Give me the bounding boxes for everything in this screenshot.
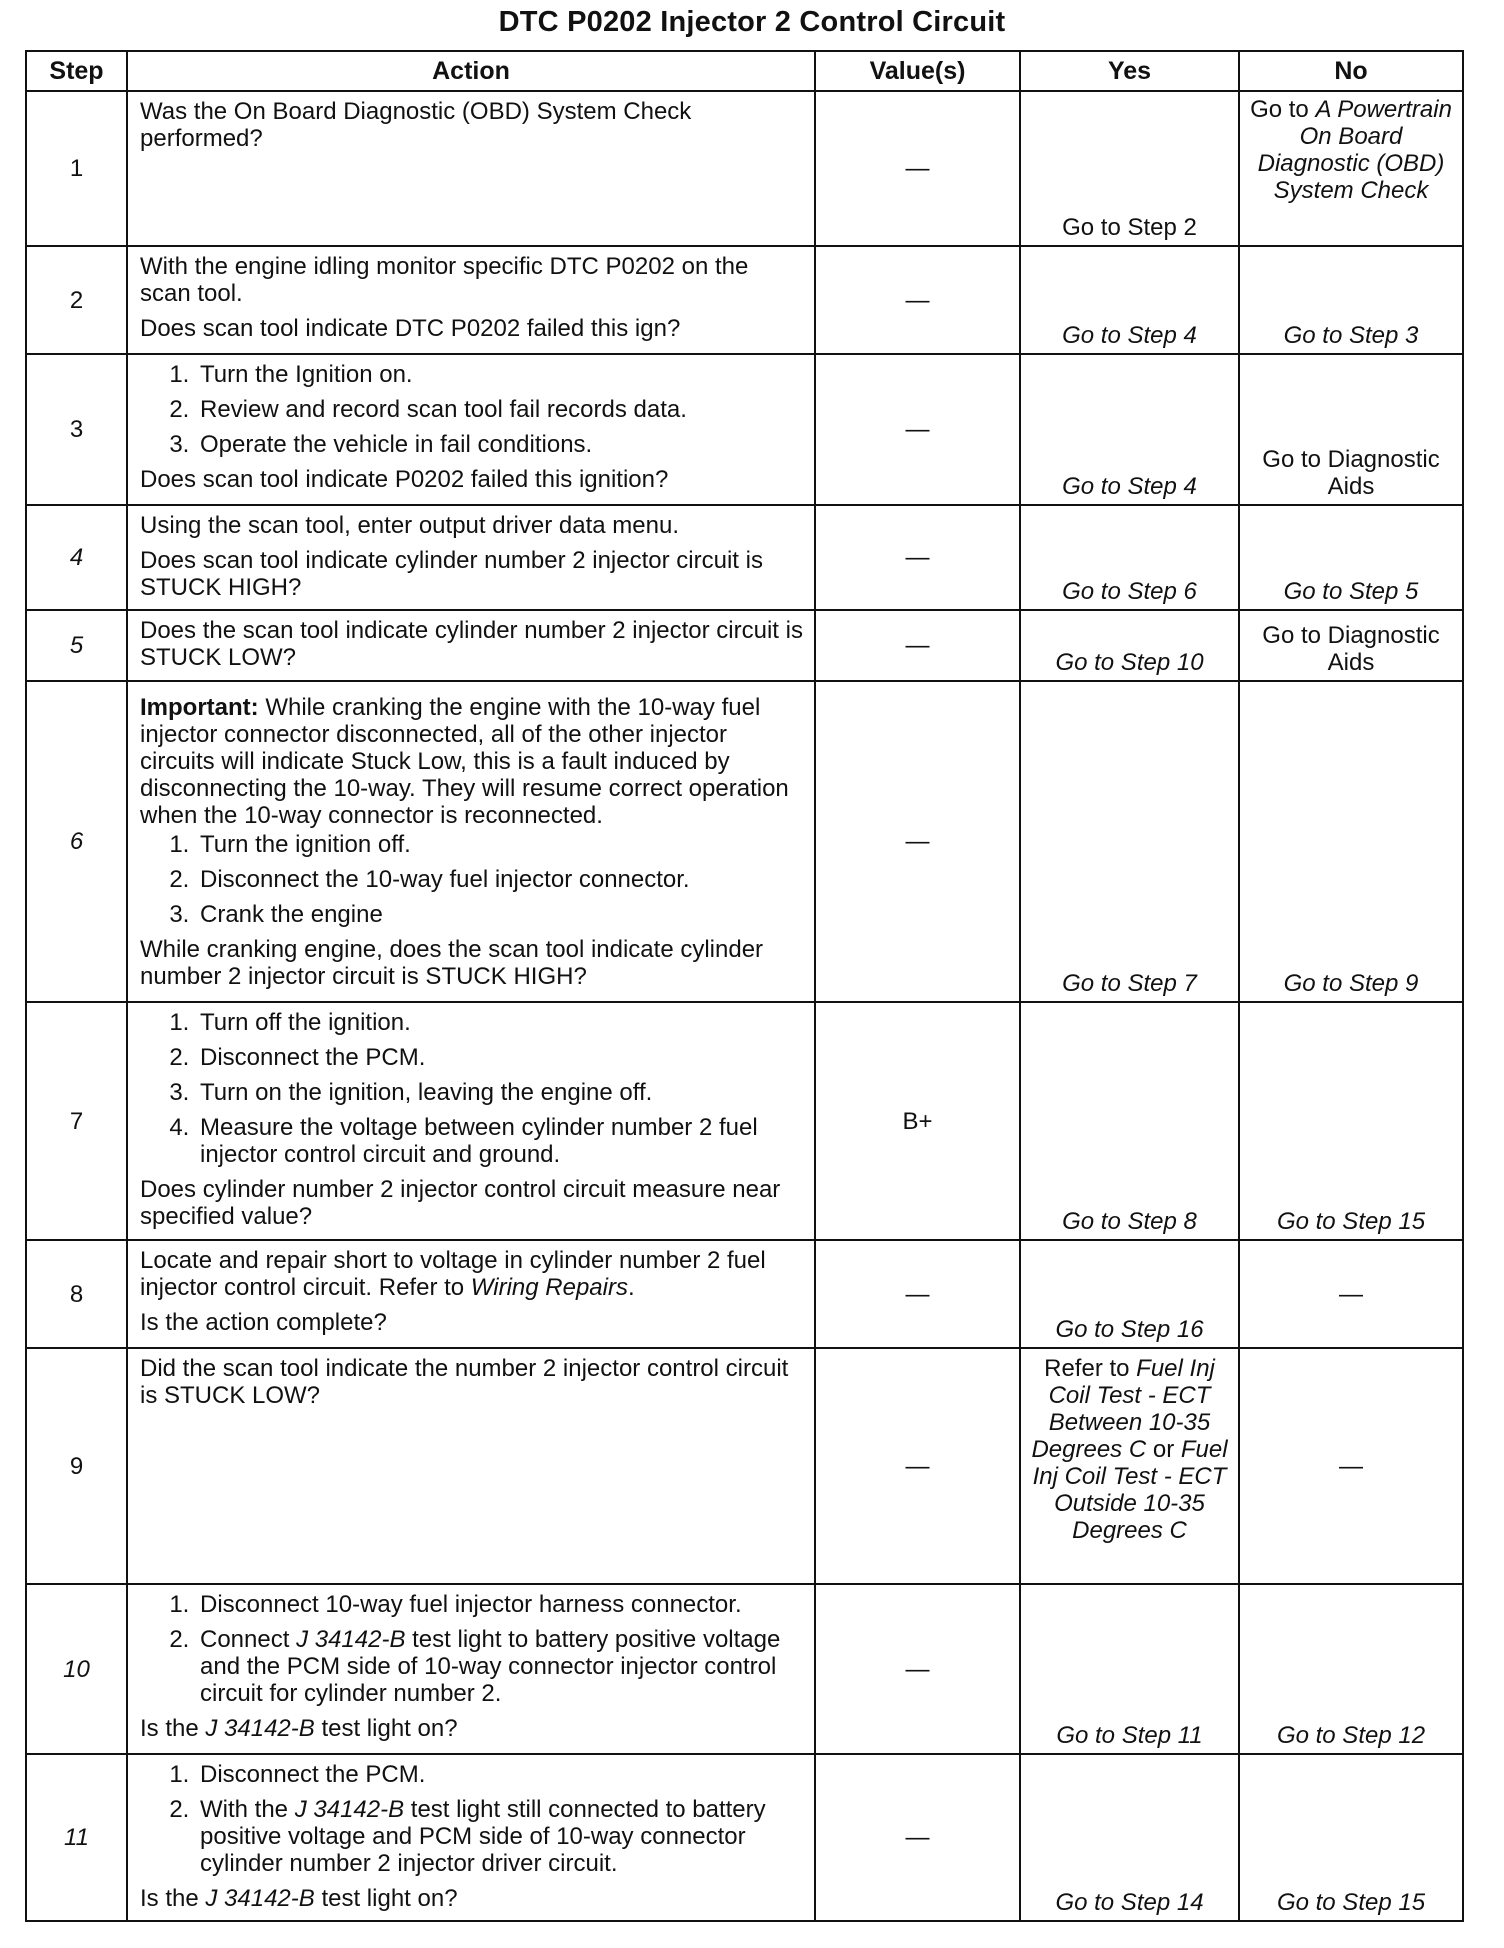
yes-cell: Go to Step 2 <box>1020 91 1239 246</box>
no-cell[interactable]: Go to Step 15 <box>1239 1002 1463 1240</box>
list-item: 2. Disconnect the 10-way fuel injector connector. <box>196 866 804 893</box>
step-number: 2 <box>26 246 127 354</box>
value-cell: — <box>815 246 1020 354</box>
question-text: Is the <box>140 1885 206 1912</box>
yes-cell[interactable]: Go to Step 10 <box>1020 610 1239 681</box>
table-row <box>26 1002 1463 1240</box>
action-text: Using the scan tool, enter output driver data menu. <box>140 512 679 539</box>
action-question: Does cylinder number 2 injector control circuit measure near specified value? <box>140 1176 781 1230</box>
list-item: 4. Measure the voltage between cylinder number 2 fuel injector control circuit and ground. <box>196 1114 804 1168</box>
no-cell: — <box>1239 1240 1463 1348</box>
action-steps <box>140 361 804 458</box>
no-cell[interactable]: Go to Step 12 <box>1239 1584 1463 1754</box>
action-cell <box>127 681 815 1002</box>
list-item: 1. Turn off the ignition. <box>196 1009 804 1036</box>
action-cell <box>127 91 815 246</box>
list-item: 3. Crank the engine <box>196 901 804 928</box>
table-row <box>26 246 1463 354</box>
coil-test-outside-link[interactable]: Fuel Inj Coil Test - ECT Outside 10-35 Degrees C <box>1032 1436 1228 1544</box>
list-item <box>196 1626 804 1707</box>
yes-cell[interactable]: Go to Step 4 <box>1020 246 1239 354</box>
table-row <box>26 1584 1463 1754</box>
action-question: Was the On Board Diagnostic (OBD) System Check performed? <box>140 98 692 152</box>
action-cell <box>127 1240 815 1348</box>
coil-test-between-link[interactable]: Fuel Inj Coil Test - ECT Between 10-35 Degrees C <box>1031 1355 1215 1463</box>
step-number: 8 <box>26 1240 127 1348</box>
step-number: 3 <box>26 354 127 505</box>
action-cell <box>127 1584 815 1754</box>
action-question: While cranking engine, does the scan tool indicate cylinder number 2 injector circuit is STUCK HIGH? <box>140 936 764 990</box>
value-cell: — <box>815 1584 1020 1754</box>
list-item: 3. Operate the vehicle in fail conditions. <box>196 431 804 458</box>
header-no: No <box>1239 51 1463 91</box>
action-steps <box>140 1009 804 1168</box>
value-cell: — <box>815 354 1020 505</box>
table-row <box>26 1348 1463 1584</box>
yes-cell[interactable]: Go to Step 16 <box>1020 1240 1239 1348</box>
step-number: 10 <box>26 1584 127 1754</box>
tool-ref: J 34142-B <box>296 1626 406 1653</box>
action-steps <box>140 1591 804 1707</box>
important-label: Important: <box>140 694 259 721</box>
action-cell <box>127 1002 815 1240</box>
obd-check-link[interactable]: A Powertrain On Board Diagnostic (OBD) System Check <box>1257 96 1452 204</box>
table-row <box>26 1754 1463 1921</box>
action-text: With the engine idling monitor specific DTC P0202 on the scan tool. <box>140 253 749 307</box>
action-cell <box>127 246 815 354</box>
no-cell[interactable]: Go to Diagnostic Aids <box>1239 354 1463 505</box>
header-values: Value(s) <box>815 51 1020 91</box>
value-cell: — <box>815 610 1020 681</box>
yes-or: or <box>1146 1436 1181 1463</box>
action-question: Is the action complete? <box>140 1309 387 1336</box>
step-number: 6 <box>26 681 127 1002</box>
list-item: 1. Disconnect 10-way fuel injector harness connector. <box>196 1591 804 1618</box>
tool-ref: J 34142-B <box>294 1796 405 1823</box>
action-question: Does scan tool indicate P0202 failed this ignition? <box>140 466 669 493</box>
no-cell[interactable]: Go to Diagnostic Aids <box>1239 610 1463 681</box>
list-item: 1. Turn the ignition off. <box>196 831 804 858</box>
important-note <box>140 694 804 829</box>
yes-cell <box>1020 1348 1239 1584</box>
list-item: 2. Disconnect the PCM. <box>196 1044 804 1071</box>
important-text: While cranking the engine with the 10-way fuel injector connector disconnected, all of the other injector circuits will indicate Stuck Low, this is a fault induced by disconnecting the 10-way. They will resume correct operation when the 10-way connector is reconnected. <box>140 694 789 829</box>
list-item: 1. Turn the Ignition on. <box>196 361 804 388</box>
yes-cell[interactable]: Go to Step 11 <box>1020 1584 1239 1754</box>
no-prefix: Go to <box>1250 96 1316 123</box>
list-item: 1. Disconnect the PCM. <box>196 1761 804 1788</box>
header-step: Step <box>26 51 127 91</box>
question-text: test light on? <box>314 1885 458 1912</box>
list-item: 2. Review and record scan tool fail records data. <box>196 396 804 423</box>
step-number: 1 <box>26 91 127 246</box>
value-cell: — <box>815 681 1020 1002</box>
tool-ref: J 34142-B <box>205 1885 315 1912</box>
no-cell[interactable]: Go to Step 9 <box>1239 681 1463 1002</box>
yes-cell[interactable]: Go to Step 14 <box>1020 1754 1239 1921</box>
no-cell[interactable]: Go to Step 3 <box>1239 246 1463 354</box>
action-cell <box>127 1754 815 1921</box>
action-cell <box>127 1348 815 1584</box>
step-number: 7 <box>26 1002 127 1240</box>
action-question: Does scan tool indicate DTC P0202 failed this ign? <box>140 315 681 342</box>
item-text: test light to battery positive voltage and the PCM side of 10-way connector injector control circuit for cylinder number 2. <box>200 1626 781 1707</box>
action-question: Does the scan tool indicate cylinder number 2 injector circuit is STUCK LOW? <box>140 617 803 671</box>
action-question: Does scan tool indicate cylinder number 2 injector circuit is STUCK HIGH? <box>140 547 763 601</box>
value-cell: — <box>815 1240 1020 1348</box>
table-row <box>26 1240 1463 1348</box>
step-number: 4 <box>26 505 127 610</box>
yes-cell[interactable]: Go to Step 8 <box>1020 1002 1239 1240</box>
no-cell <box>1239 91 1463 246</box>
diagnostic-table <box>25 50 1464 1922</box>
action-text-end: . <box>627 1274 635 1301</box>
action-question: Did the scan tool indicate the number 2 injector control circuit is STUCK LOW? <box>140 1355 789 1409</box>
action-cell <box>127 610 815 681</box>
yes-cell[interactable]: Go to Step 7 <box>1020 681 1239 1002</box>
item-text: Connect <box>200 1626 297 1653</box>
item-text: test light still connected to battery positive voltage and PCM side of 10-way connector cylinder number 2 injector driver circuit. <box>200 1796 766 1877</box>
action-text-main: Locate and repair short to voltage in cylinder number 2 fuel injector control circuit. Refer to <box>140 1247 766 1301</box>
value-cell: B+ <box>815 1002 1020 1240</box>
item-text: With the <box>200 1796 295 1823</box>
header-action: Action <box>127 51 815 91</box>
list-item: 3. Turn on the ignition, leaving the engine off. <box>196 1079 804 1106</box>
step-number: 5 <box>26 610 127 681</box>
step-number: 11 <box>26 1754 127 1921</box>
yes-cell[interactable]: Go to Step 6 <box>1020 505 1239 610</box>
question-text: test light on? <box>314 1715 458 1742</box>
no-cell: — <box>1239 1348 1463 1584</box>
table-row <box>26 354 1463 505</box>
action-steps <box>140 831 804 928</box>
list-item <box>196 1796 804 1877</box>
step-number: 9 <box>26 1348 127 1584</box>
no-cell[interactable]: Go to Step 5 <box>1239 505 1463 610</box>
wiring-repairs-link[interactable]: Wiring Repairs <box>470 1274 628 1301</box>
table-row <box>26 505 1463 610</box>
table-row <box>26 91 1463 246</box>
header-row <box>26 51 1463 91</box>
yes-prefix: Refer to <box>1044 1355 1137 1382</box>
no-cell[interactable]: Go to Step 15 <box>1239 1754 1463 1921</box>
value-cell: — <box>815 505 1020 610</box>
action-question <box>140 1885 804 1912</box>
action-question <box>140 1715 804 1742</box>
yes-cell[interactable]: Go to Step 4 <box>1020 354 1239 505</box>
value-cell: — <box>815 1348 1020 1584</box>
action-steps <box>140 1761 804 1877</box>
table-row <box>26 681 1463 1002</box>
value-cell: — <box>815 91 1020 246</box>
action-text <box>140 1247 804 1301</box>
table-row <box>26 610 1463 681</box>
tool-ref: J 34142-B <box>205 1715 315 1742</box>
header-yes: Yes <box>1020 51 1239 91</box>
action-cell <box>127 354 815 505</box>
value-cell: — <box>815 1754 1020 1921</box>
page-title: DTC P0202 Injector 2 Control Circuit <box>498 6 1006 38</box>
action-cell <box>127 505 815 610</box>
question-text: Is the <box>140 1715 206 1742</box>
